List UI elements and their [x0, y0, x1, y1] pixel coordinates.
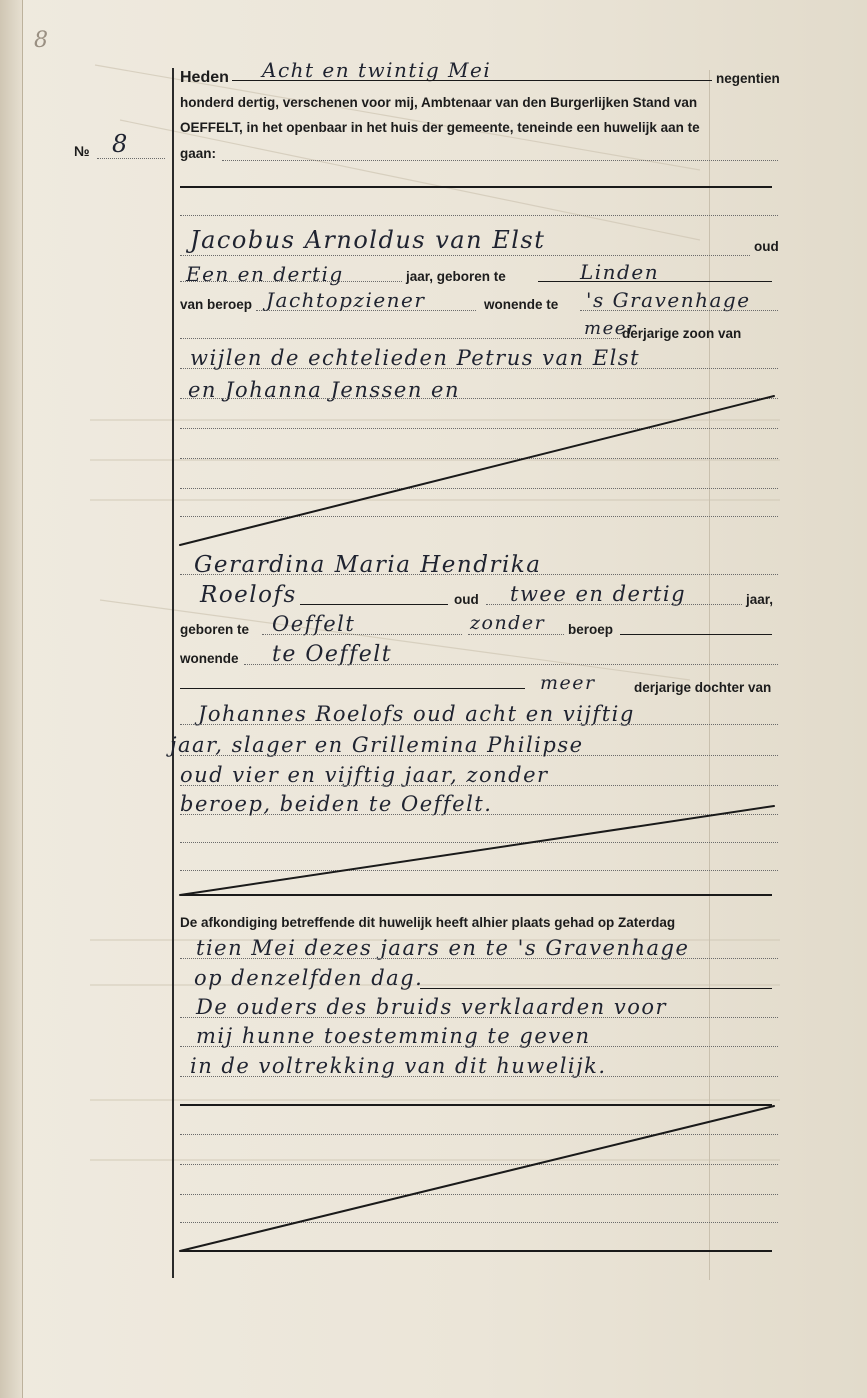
- bride-parents-1: Johannes Roelofs oud acht en vijftig: [198, 702, 635, 726]
- afk-line-2: op denzelfden dag.: [194, 966, 424, 990]
- oud-label-groom: oud: [754, 239, 779, 254]
- groom-birthplace: Linden: [580, 260, 660, 284]
- groom-name: Jacobus Arnoldus van Elst: [190, 226, 546, 254]
- intro-line-3: OEFFELT, in het openbaar in het huis der gemeente, teneinde een huwelijk aan te: [180, 120, 700, 135]
- date-handwritten: Acht en twintig Mei: [262, 58, 492, 82]
- bride-profession: zonder: [470, 612, 546, 634]
- afk-line-5: in de voltrekking van dit huwelijk.: [190, 1054, 607, 1078]
- derjarige-dochter-label: derjarige dochter van: [634, 680, 772, 695]
- beroep-label: beroep: [568, 622, 614, 637]
- groom-residence: 's Gravenhage: [586, 288, 751, 312]
- van-beroep-label: van beroep: [180, 297, 253, 312]
- record-number-value: 8: [112, 130, 129, 158]
- negentien-label: negentien: [716, 71, 780, 86]
- intro-line-2: honderd dertig, verschenen voor mij, Ambtenaar van den Burgerlijken Stand van: [180, 95, 698, 110]
- record-number-label: №: [74, 143, 90, 159]
- groom-parents-2: en Johanna Jenssen en: [188, 378, 460, 402]
- bride-birthplace: Oeffelt: [272, 612, 356, 636]
- bride-name-2: Roelofs: [200, 582, 297, 608]
- diagonal-stroke-bride: [180, 806, 774, 895]
- geboren-te-label: geboren te: [180, 622, 250, 637]
- wonende-te-label: wonende te: [484, 297, 559, 312]
- bride-residence: te Oeffelt: [272, 642, 393, 667]
- bride-age: twee en dertig: [510, 582, 687, 606]
- page-corner-number: 8: [34, 28, 48, 53]
- bride-parents-3: oud vier en vijftig jaar, zonder: [180, 763, 549, 787]
- bride-meer: meer: [540, 672, 596, 694]
- bride-name-1: Gerardina Maria Hendrika: [194, 552, 542, 578]
- derjarige-zoon-label: derjarige zoon van: [622, 326, 742, 341]
- jaar-label-bride: jaar,: [746, 592, 774, 607]
- gaan-label: gaan:: [180, 146, 217, 161]
- groom-profession: Jachtopziener: [266, 288, 426, 312]
- afk-line-4: mij hunne toestemming te geven: [196, 1024, 591, 1048]
- afk-line-3: De ouders des bruids verklaarden voor: [196, 995, 668, 1019]
- oud-label-bride: oud: [454, 592, 479, 607]
- afk-line-1: tien Mei dezes jaars en te 's Gravenhage: [196, 936, 690, 960]
- diagonal-stroke-afkondiging: [180, 1106, 774, 1251]
- groom-meer: meer: [584, 318, 637, 339]
- wonende-label: wonende: [180, 651, 239, 666]
- bride-parents-4: beroep, beiden te Oeffelt.: [180, 792, 493, 816]
- heden-label: Heden: [180, 69, 229, 86]
- afkondiging-text: De afkondiging betreffende dit huwelijk heeft alhier plaats gehad op Zaterdag: [180, 915, 676, 930]
- groom-age: Een en dertig: [186, 262, 344, 286]
- diagonal-stroke-groom: [180, 396, 774, 545]
- jaar-geboren-te-label: jaar, geboren te: [406, 269, 506, 284]
- bride-parents-2: jaar, slager en Grillemina Philipse: [170, 733, 584, 757]
- groom-parents-1: wijlen de echtelieden Petrus van Elst: [190, 346, 641, 370]
